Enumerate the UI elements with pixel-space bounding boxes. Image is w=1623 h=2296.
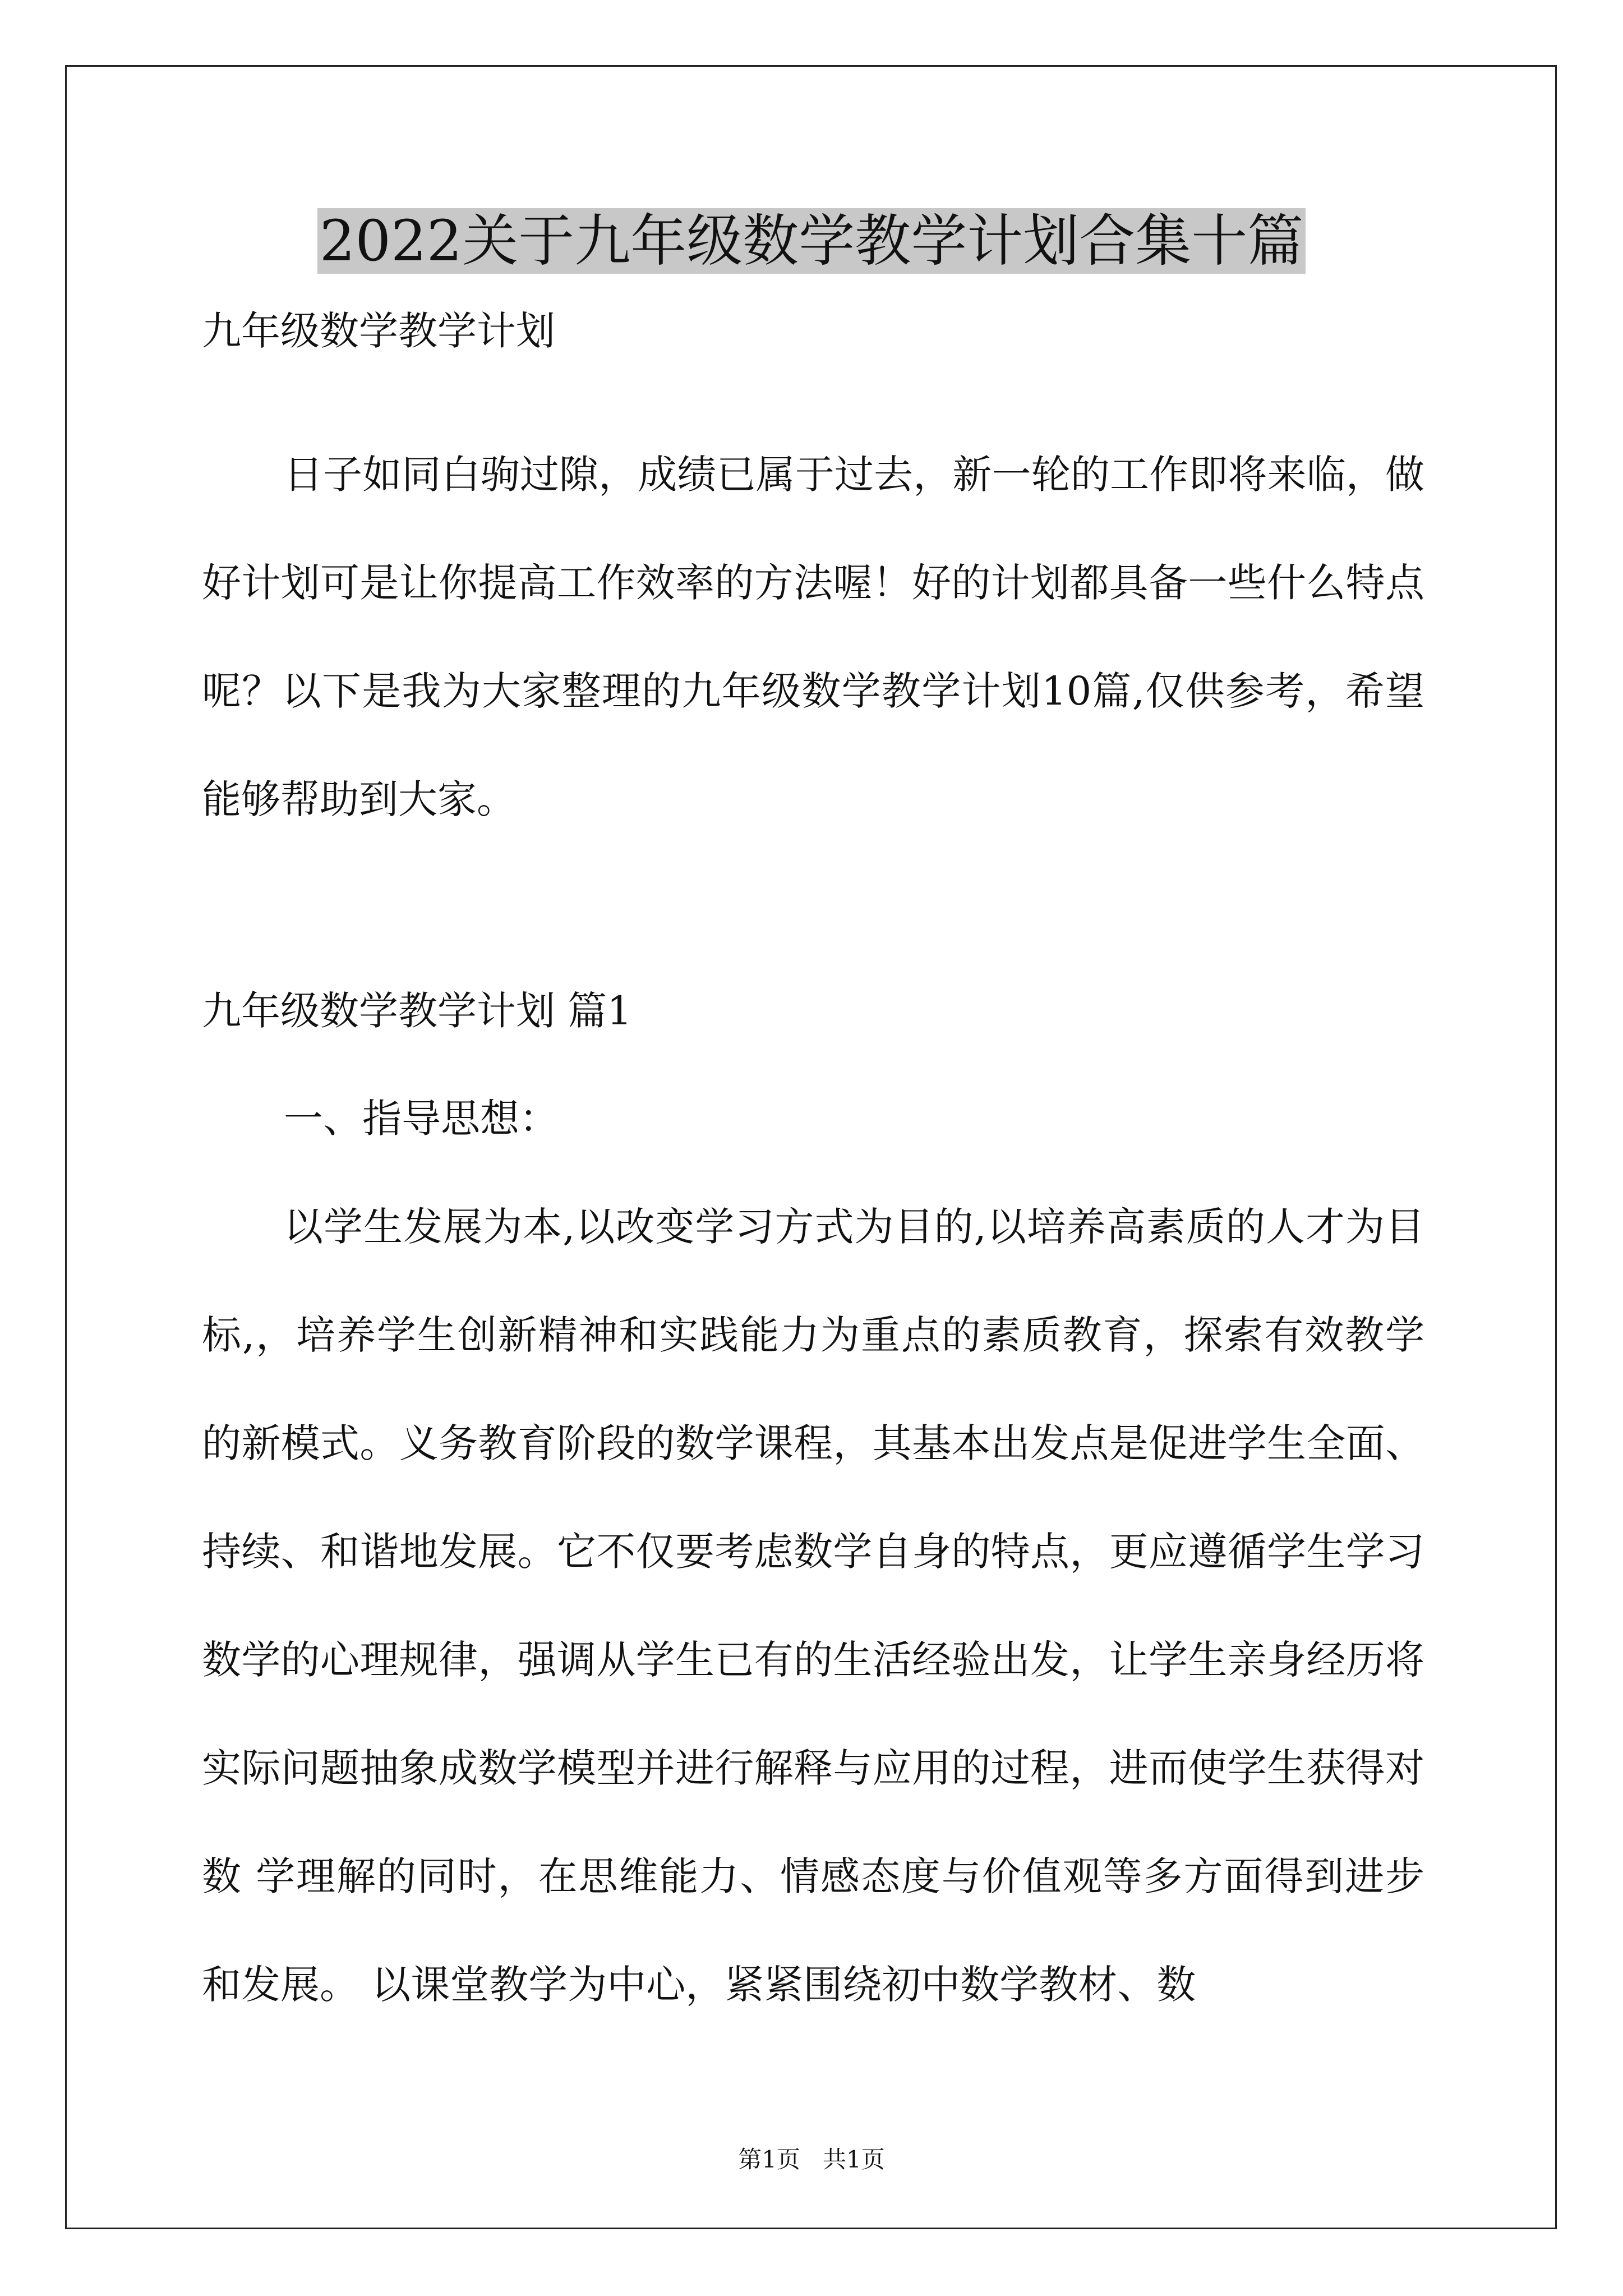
spacer — [202, 359, 1424, 421]
document-body — [202, 303, 1424, 2039]
page-number-current: 第1页 — [738, 2146, 800, 2173]
subsection-heading: 一、指导思想： — [284, 1096, 559, 1142]
intro-paragraph: 日子如同白驹过隙，成绩已属于过去，新一轮的工作即将来临，做好计划可是让你提高工作效率的方法喔！好的计划都具备一些什么特点呢？以下是我为大家整理的九年级数学教学计划10篇,仅供参考，希望能够帮助到大家。 — [202, 452, 1424, 822]
document-title — [0, 202, 1623, 280]
document-title-text: 2022关于九年级数学教学计划合集十篇 — [317, 208, 1306, 274]
page-footer — [0, 2143, 1623, 2177]
spacer — [202, 1039, 1424, 1065]
document-heading: 九年级数学教学计划 — [202, 308, 555, 354]
page-number-total: 共1页 — [823, 2146, 885, 2173]
body-paragraph: 以学生发展为本,以改变学习方式为目的,以培养高素质的人才为目标,，培养学生创新精神和实践能力为重点的素质教育，探索有效教学的新模式。义务教育阶段的数学课程，其基本出发点是促进学生全面、持续、和谐地发展。它不仅要考虑数学自身的特点，更应遵循学生学习数学的心理规律，强调从学生已有的生活经验出发，让学生亲身经历将实际问题抽象成数学模型并进行解释与应用的过程，进而使学生获得对数 学理解的同时，在思维能力、情感态度与价值观等多方面得到进步和发展。 以课堂教学为中心，紧紧围绕初中数学教材、数 — [202, 1204, 1424, 2008]
spacer — [202, 854, 1424, 983]
section-heading: 九年级数学教学计划 篇1 — [202, 988, 632, 1034]
